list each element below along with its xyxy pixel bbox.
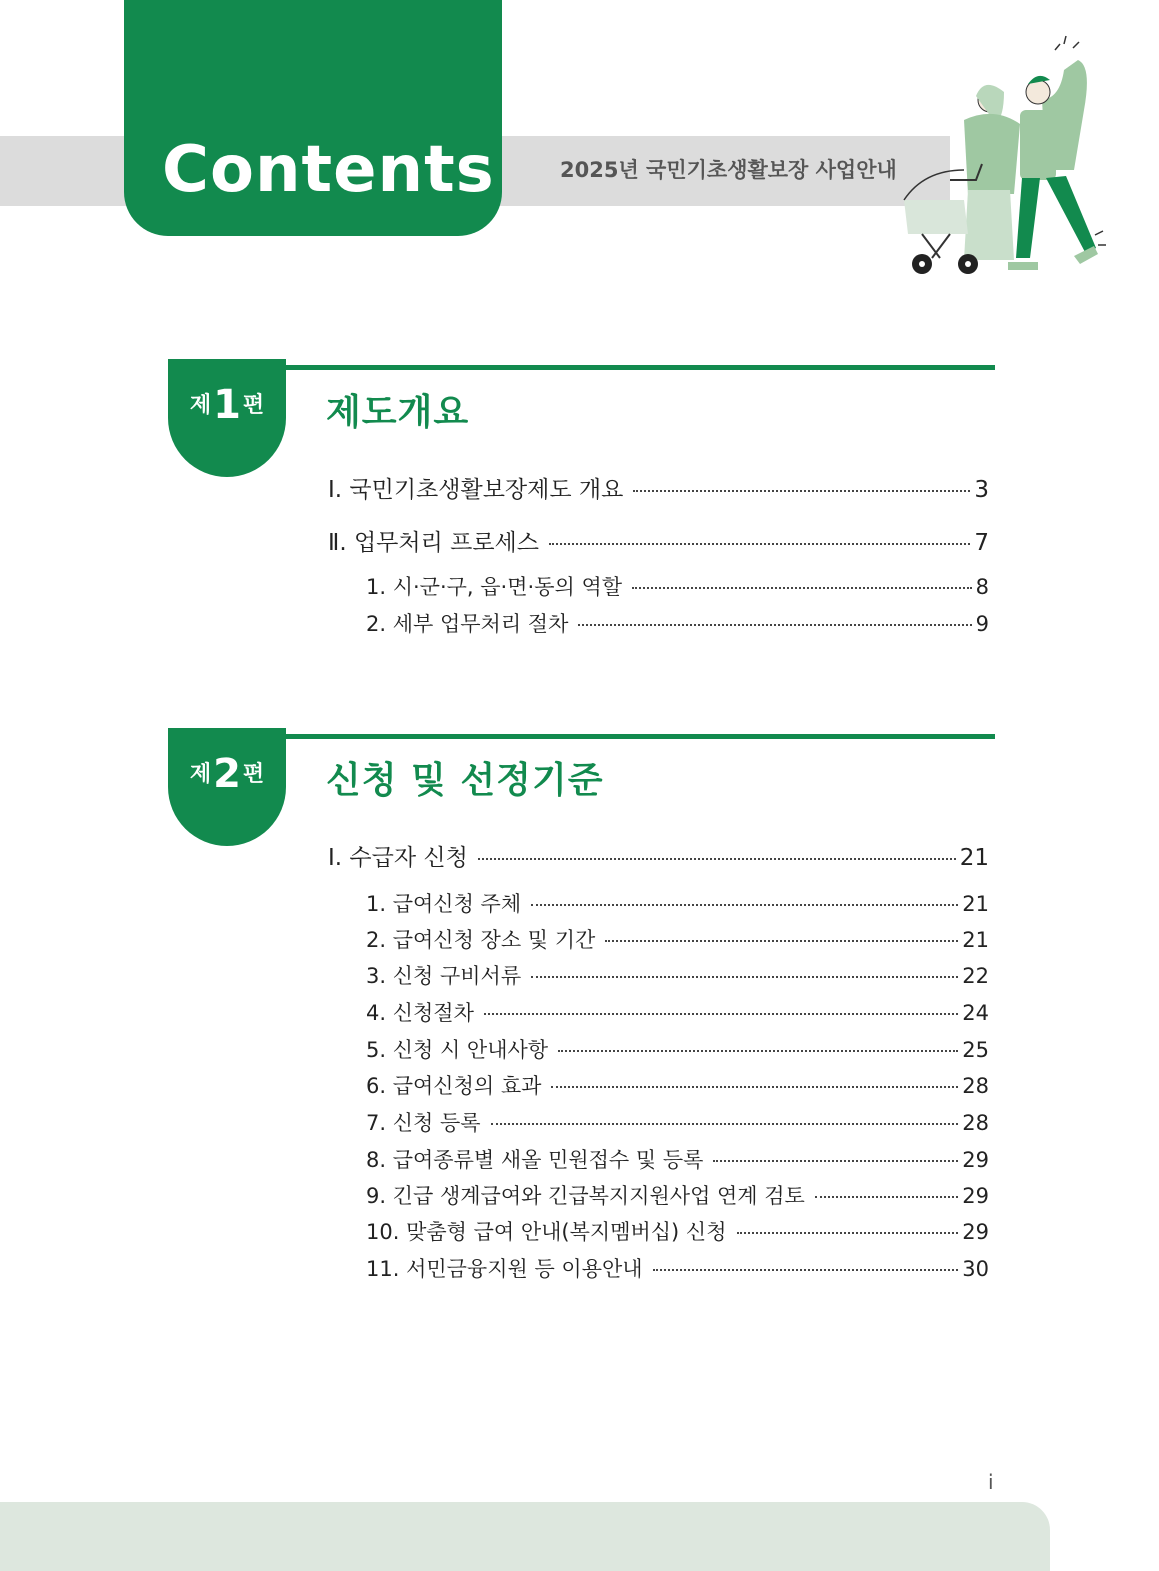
badge-suffix: 편 [242,393,265,418]
toc-entry-label: 3. 신청 구비서류 [366,964,522,988]
section-divider [286,734,995,739]
family-stroller-illustration [890,30,1120,290]
toc-entry[interactable] [366,1108,989,1138]
section-badge [168,359,286,477]
toc-entry[interactable] [366,609,989,639]
toc-entry-page: 28 [962,1111,989,1135]
toc-leader-dots [531,903,958,906]
toc-entry[interactable] [366,925,989,955]
toc-leader-dots [478,857,956,860]
toc-entry-page: 29 [962,1148,989,1172]
toc-entry-page: 29 [962,1184,989,1208]
toc-entry-label: 5. 신청 시 안내사항 [366,1038,549,1062]
toc-entry-label: Ⅰ. 수급자 신청 [328,845,468,871]
document-subtitle: 2025년 국민기초생활보장 사업안내 [560,158,897,182]
toc-leader-dots [737,1231,959,1234]
toc-leader-dots [632,586,972,589]
footer-band [0,1502,1050,1571]
section-title: 신청 및 선정기준 [326,760,604,801]
page-number: i [988,1470,994,1494]
badge-suffix: 편 [242,762,265,787]
badge-number: 1 [213,382,241,428]
toc-leader-dots [549,542,970,545]
toc-entry-page: 30 [962,1257,989,1281]
toc-entry-page: 28 [962,1074,989,1098]
toc-entry-label: 8. 급여종류별 새올 민원접수 및 등록 [366,1148,704,1172]
toc-entry-page: 21 [959,845,989,871]
toc-leader-dots [484,1012,958,1015]
toc-entry[interactable] [328,527,989,559]
toc-entry[interactable] [328,842,989,874]
toc-leader-dots [605,939,958,942]
toc-entry-page: 25 [962,1038,989,1062]
toc-entry[interactable] [366,889,989,919]
toc-entry[interactable] [366,1071,989,1101]
toc-entry-page: 29 [962,1220,989,1244]
toc-leader-dots [491,1122,959,1125]
toc-leader-dots [713,1159,958,1162]
badge-prefix: 제 [189,762,212,787]
toc-leader-dots [653,1268,959,1271]
toc-entry[interactable] [328,474,989,506]
toc-entry[interactable] [366,1145,989,1175]
toc-entry-page: 7 [974,530,989,556]
toc-entry-label: Ⅰ. 국민기초생활보장제도 개요 [328,477,624,503]
toc-entry-page: 8 [975,575,989,599]
toc-entry-label: 2. 급여신청 장소 및 기간 [366,928,596,952]
toc-leader-dots [633,489,970,492]
toc-entry-label: 9. 긴급 생계급여와 긴급복지지원사업 연계 검토 [366,1184,805,1208]
toc-entry-page: 3 [974,477,989,503]
toc-entry-label: 6. 급여신청의 효과 [366,1074,542,1098]
toc-entry-label: 11. 서민금융지원 등 이용안내 [366,1257,643,1281]
toc-entry[interactable] [366,1217,989,1247]
toc-entry[interactable] [366,572,989,602]
toc-leader-dots [815,1195,958,1198]
badge-number: 2 [213,751,241,797]
toc-entry[interactable] [366,998,989,1028]
toc-entry[interactable] [366,961,989,991]
page-title: Contents [162,133,495,207]
toc-entry-page: 21 [962,928,989,952]
toc-leader-dots [578,623,971,626]
badge-prefix: 제 [189,393,212,418]
section-badge [168,728,286,846]
toc-entry-page: 21 [962,892,989,916]
toc-entry[interactable] [366,1181,989,1211]
toc-entry-label: Ⅱ. 업무처리 프로세스 [328,530,539,556]
toc-entry-label: 2. 세부 업무처리 절차 [366,612,569,636]
section-title: 제도개요 [326,392,470,433]
toc-leader-dots [551,1085,958,1088]
toc-leader-dots [558,1049,958,1052]
toc-leader-dots [531,975,958,978]
toc-entry-label: 10. 맞춤형 급여 안내(복지멤버십) 신청 [366,1220,727,1244]
toc-entry-page: 24 [962,1001,989,1025]
toc-entry-label: 1. 급여신청 주체 [366,892,522,916]
toc-entry-label: 1. 시·군·구, 읍·면·동의 역할 [366,575,623,599]
toc-entry[interactable] [366,1254,989,1284]
toc-entry-page: 22 [962,964,989,988]
toc-entry[interactable] [366,1035,989,1065]
section-divider [286,365,995,370]
toc-entry-page: 9 [975,612,989,636]
toc-entry-label: 7. 신청 등록 [366,1111,481,1135]
toc-entry-label: 4. 신청절차 [366,1001,474,1025]
